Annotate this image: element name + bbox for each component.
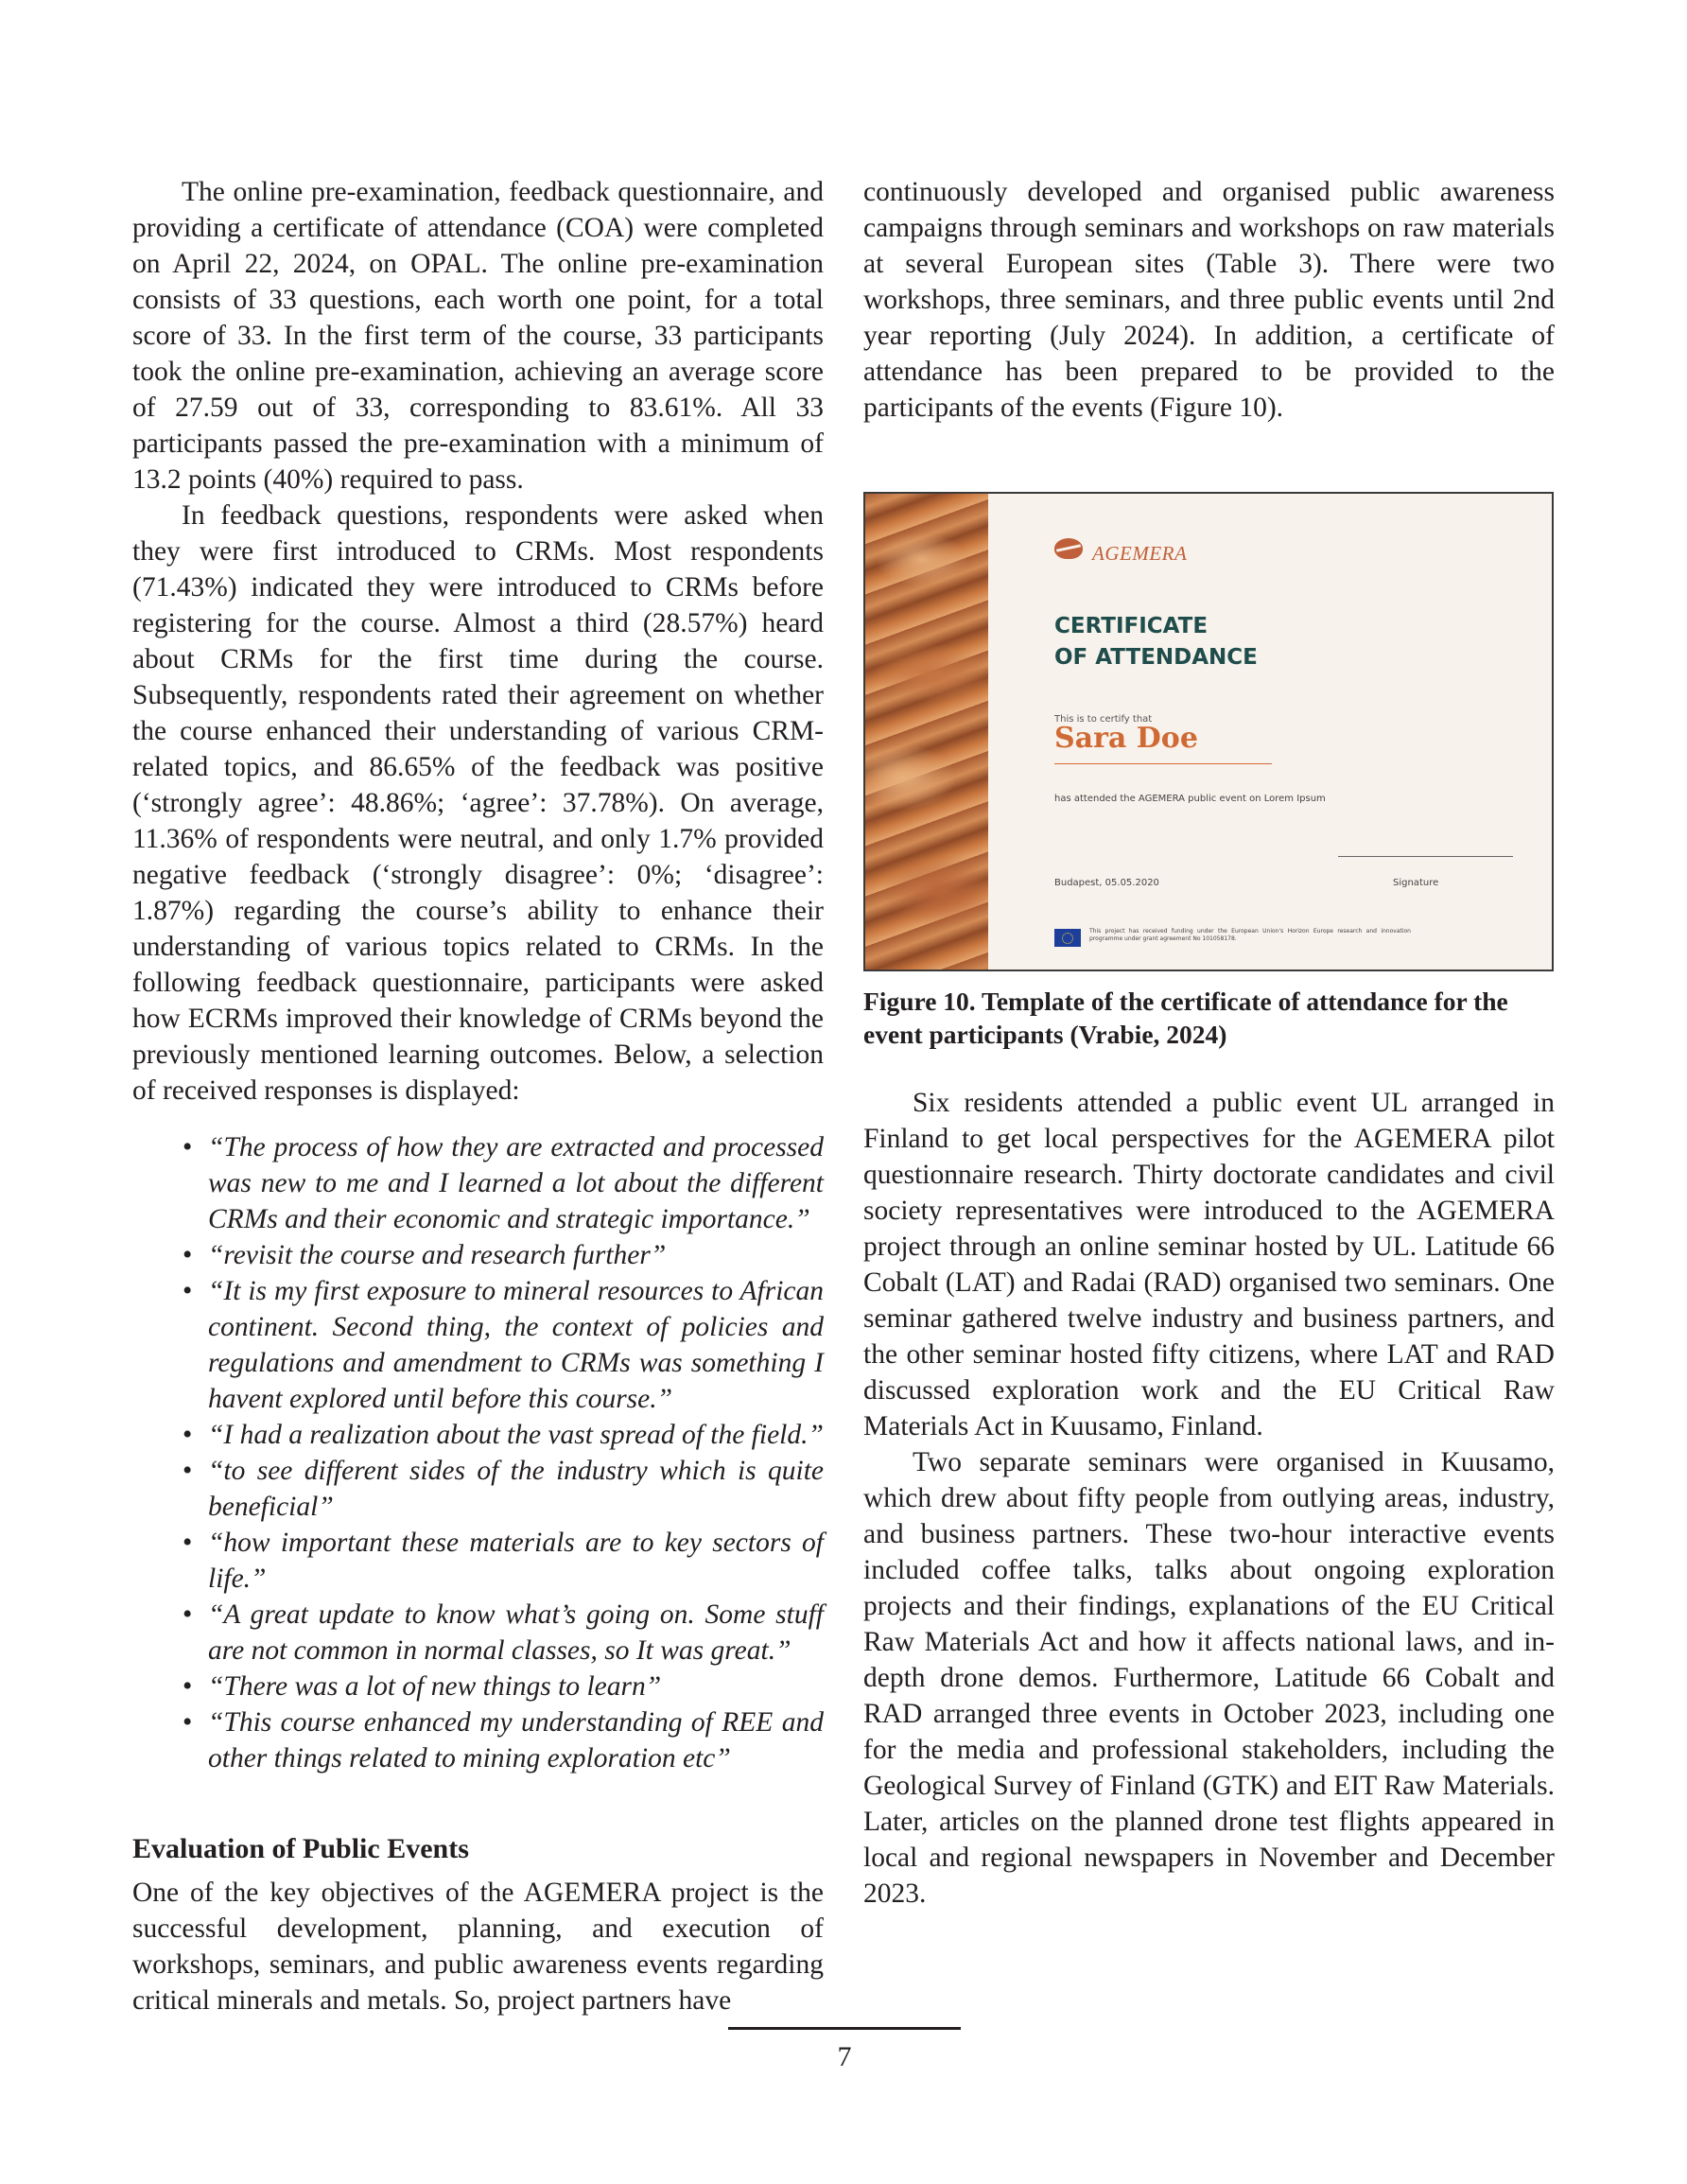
eu-funding-text: This project has received funding under the European Union's Horizon Europe research and innovation programme under grant agreement No 101058178. <box>1089 928 1411 942</box>
signature-label: Signature <box>1393 878 1439 888</box>
attended-text: has attended the AGEMERA public event on Lorem Ipsum <box>1054 794 1326 804</box>
list-item: • “This course enhanced my understanding of REE and other things related to mining exploration etc” <box>132 1704 824 1776</box>
place-date: Budapest, 05.05.2020 <box>1054 878 1159 888</box>
list-item: • “I had a realization about the vast spread of the field.” <box>132 1417 824 1453</box>
paragraph-public-events: One of the key objectives of the AGEMERA project is the successful development, planning, and execution of workshops, seminars, and public awareness events regarding critical minerals and metals. So, project partners have <box>132 1878 824 2016</box>
certificate-figure <box>863 492 1554 971</box>
list-item: • “It is my first exposure to mineral resources to African continent. Second thing, the context of policies and regulations and amendment to CRMs was something I havent explored until before this course.” <box>132 1273 824 1417</box>
list-item: • “The process of how they are extracted and processed was new to me and I learned a lot about the different CRMs and their economic and strategic importance.” <box>132 1129 824 1237</box>
agemera-logo-icon <box>1054 538 1083 559</box>
list-item: • “A great update to know what’s going on. Some stuff are not common in normal classes, so It was great.” <box>132 1597 824 1669</box>
certificate-title-line1: CERTIFICATE <box>1054 614 1209 638</box>
recipient-name: Sara Doe <box>1054 722 1198 755</box>
right-column <box>863 174 1555 1912</box>
section-heading: Evaluation of Public Events <box>132 1833 469 1864</box>
page-number: 7 <box>837 2041 852 2072</box>
list-item: • “revisit the course and research further” <box>132 1237 824 1273</box>
paragraph-awareness-campaigns: continuously developed and organised public awareness campaigns through seminars and workshops on raw materials at several European sites (Table 3). There were two workshops, three seminars, and three public events until 2nd year reporting (July 2024). In addition, a certificate of attendance has been prepared to be provided to the participants of the events (Figure 10). <box>863 177 1555 423</box>
paragraph-pre-examination: The online pre-examination, feedback questionnaire, and providing a certificate of attendance (COA) were completed on April 22, 2024, on OPAL. The online pre-examination consists of 33 questions, each worth one point, for a total score of 33. In the first term of the course, 33 participants took the online pre-examination, achieving an average score of 27.59 out of 33, corresponding to 83.61%. All 33 participants passed the pre-examination with a minimum of 13.2 points (40%) required to pass. <box>132 177 824 495</box>
certificate-logo-text: AGEMERA <box>1092 542 1188 565</box>
certificate-title <box>1054 611 1258 673</box>
figure-caption: Figure 10. Template of the certificate of attendance for the event participants (Vrabie, 2024) <box>863 987 1508 1049</box>
list-item: • “how important these materials are to key sectors of life.” <box>132 1525 824 1597</box>
signature-line <box>1338 856 1513 857</box>
paragraph-finland-events: Six residents attended a public event UL arranged in Finland to get local perspectives for the AGEMERA pilot questionnaire research. Thirty doctorate candidates and civil society representatives were introduced to the AGEMERA project through an online seminar hosted by UL. Latitude 66 Cobalt (LAT) and Radai (RAD) organised two seminars. One seminar gathered twelve industry and business partners, and the other seminar hosted fifty citizens, where LAT and RAD discussed exploration work and the EU Critical Raw Materials Act in Kuusamo, Finland. <box>863 1088 1555 1441</box>
eu-flag-icon <box>1054 929 1081 947</box>
paragraph-feedback: In feedback questions, respondents were asked when they were first introduced to CRMs. Most respondents (71.43%) indicated they were introduced to CRMs before registering for the course. Almost a third (28.57%) heard about CRMs for the first time during the course. Subsequently, respondents rated their agreement on whether the course enhanced their understanding of various CRM-related topics, and 86.65% of the feedback was positive (‘strongly agree’: 48.86%; ‘agree’: 37.78%). On average, 11.36% of respondents were neutral, and only 1.7% provided negative feedback (‘strongly disagree’: 0%; ‘disagree’: 1.87%) regarding the course’s ability to enhance their understanding of various topics related to CRMs. In the following feedback questionnaire, participants were asked how ECRMs improved their knowledge of CRMs beyond the previously mentioned learning outcomes. Below, a selection of received responses is displayed: <box>132 500 824 1106</box>
list-item: • “to see different sides of the industry which is quite beneficial” <box>132 1453 824 1525</box>
certificate-template <box>988 494 1552 970</box>
paragraph-kuusamo-seminars: Two separate seminars were organised in Kuusamo, which drew about fifty people from outlying areas, industry, and business partners. These two-hour interactive events included coffee talks, talks about ongoing exploration projects and their findings, explanations of the EU Critical Raw Materials Act and how it affects national laws, and in-depth drone demos. Furthermore, Latitude 66 Cobalt and RAD arranged three events in October 2023, including one for the media and professional stakeholders, including the Geological Survey of Finland (GTK) and EIT Raw Materials. Later, articles on the planned drone test flights appeared in local and regional newspapers in November and December 2023. <box>863 1447 1555 1909</box>
list-item: • “There was a lot of new things to learn” <box>132 1669 824 1704</box>
left-column <box>132 174 824 2018</box>
certify-text: This is to certify that <box>1054 714 1153 725</box>
name-underline <box>1054 763 1272 764</box>
certificate-title-line2: OF ATTENDANCE <box>1054 645 1258 670</box>
feedback-quotes-list <box>132 1129 824 1776</box>
footer-rule <box>728 2027 961 2030</box>
rock-photo-strip <box>865 494 988 970</box>
